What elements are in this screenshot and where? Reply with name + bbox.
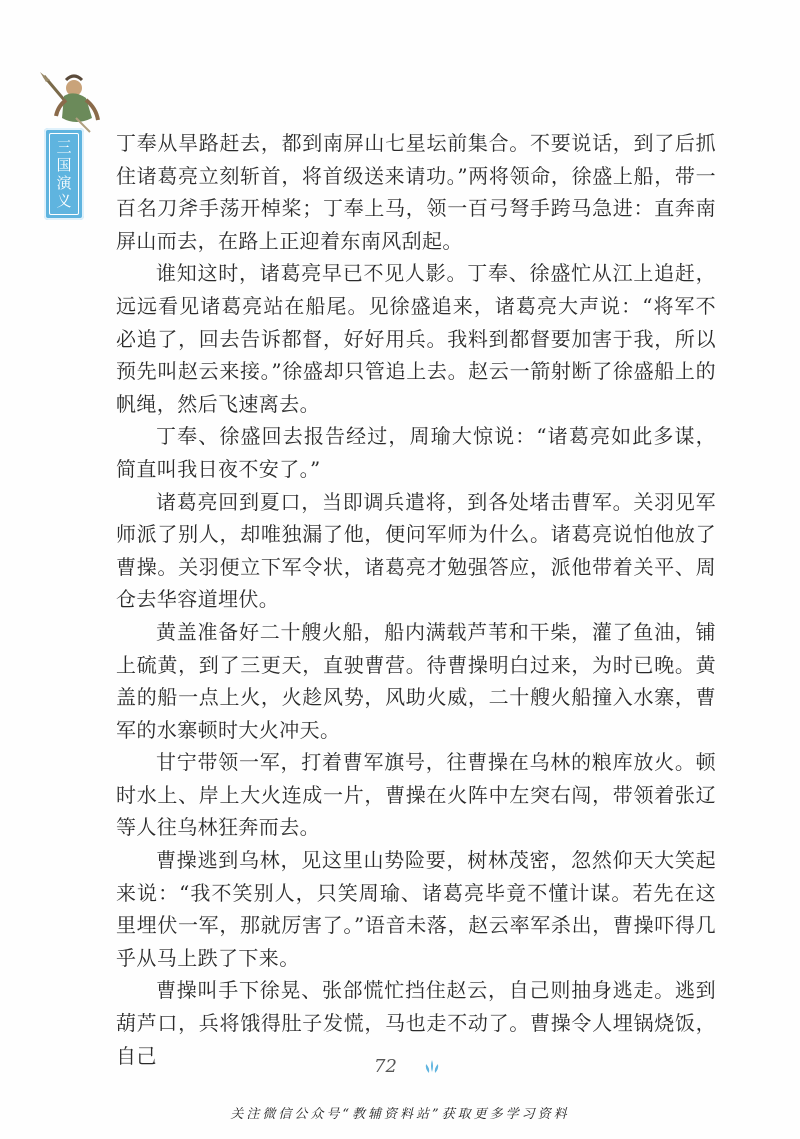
paragraph-5: 黄盖准备好二十艘火船，船内满载芦苇和干柴，灌了鱼油，铺上硫黄，到了三更天，直驶曹营。待曹操明白过来，为时已晚。黄盖的船一点上火，火趁风势，风助火威，二十艘火船撞入水寨，曹军的水寨顿时大火冲天。 — [116, 619, 716, 742]
paragraph-6: 甘宁带领一军，打着曹军旗号，往曹操在乌林的粮库放火。顿时水上、岸上大火连成一片，曹操在火阵中左突右闯，带领着张辽等人往乌林狂奔而去。 — [116, 750, 716, 840]
page-number: 72 — [374, 1056, 397, 1077]
paragraph-4: 诸葛亮回到夏口，当即调兵遣将，到各处堵击曹军。关羽见军师派了别人，却唯独漏了他，便问军师为什么。诸葛亮说怕他放了曹操。关羽便立下军令状，诸葛亮才勉强答应，派他带着关平、周仓去华容道埋伏。 — [116, 489, 716, 612]
paragraph-2: 谁知这时，诸葛亮早已不见人影。丁奉、徐盛忙从江上追赶，远远看见诸葛亮站在船尾。见徐盛追来，诸葛亮大声说：“将军不必追了，回去告诉都督，好好用兵。我料到都督要加害于我，所以预先叫赵云来接。”徐盛却只管追上去。赵云一箭射断了徐盛船上的帆绳，然后飞速离去。 — [116, 261, 716, 416]
paragraph-3: 丁奉、徐盛回去报告经过，周瑜大惊说：“诸葛亮如此多谋，简直叫我日夜不安了。” — [116, 424, 716, 481]
chapter-text — [116, 127, 716, 1072]
water-splash-icon — [422, 1058, 442, 1076]
paragraph-7: 曹操逃到乌林，见这里山势险要，树林茂密，忽然仰天大笑起来说：“我不笑别人，只笑周瑜、诸葛亮毕竟不懂计谋。若先在这里埋伏一军，那就厉害了。”语音未落，赵云率军杀出，曹操吓得几乎从马上跌了下来。 — [116, 848, 716, 970]
series-tab — [44, 128, 84, 220]
series-tab-label: 三国演义 — [56, 138, 72, 210]
footer-note: 关注微信公众号“教辅资料站”获取更多学习资料 — [230, 1107, 570, 1122]
paragraph-1: 丁奉从旱路赶去，都到南屏山七星坛前集合。不要说话，到了后抓住诸葛亮立刻斩首，将首级送来请功。”两将领命，徐盛上船，带一百名刀斧手荡开棹桨；丁奉上马，领一百弓弩手跨马急进：直奔南屏山而去，在路上正迎着东南风刮起。 — [116, 131, 716, 253]
paragraph-8: 曹操叫手下徐晃、张郃慌忙挡住赵云，自己则抽身逃走。逃到葫芦口，兵将饿得肚子发慌，马也走不动了。曹操令人埋锅烧饭，自己 — [116, 978, 716, 1068]
warrior-figure-icon — [36, 66, 108, 136]
